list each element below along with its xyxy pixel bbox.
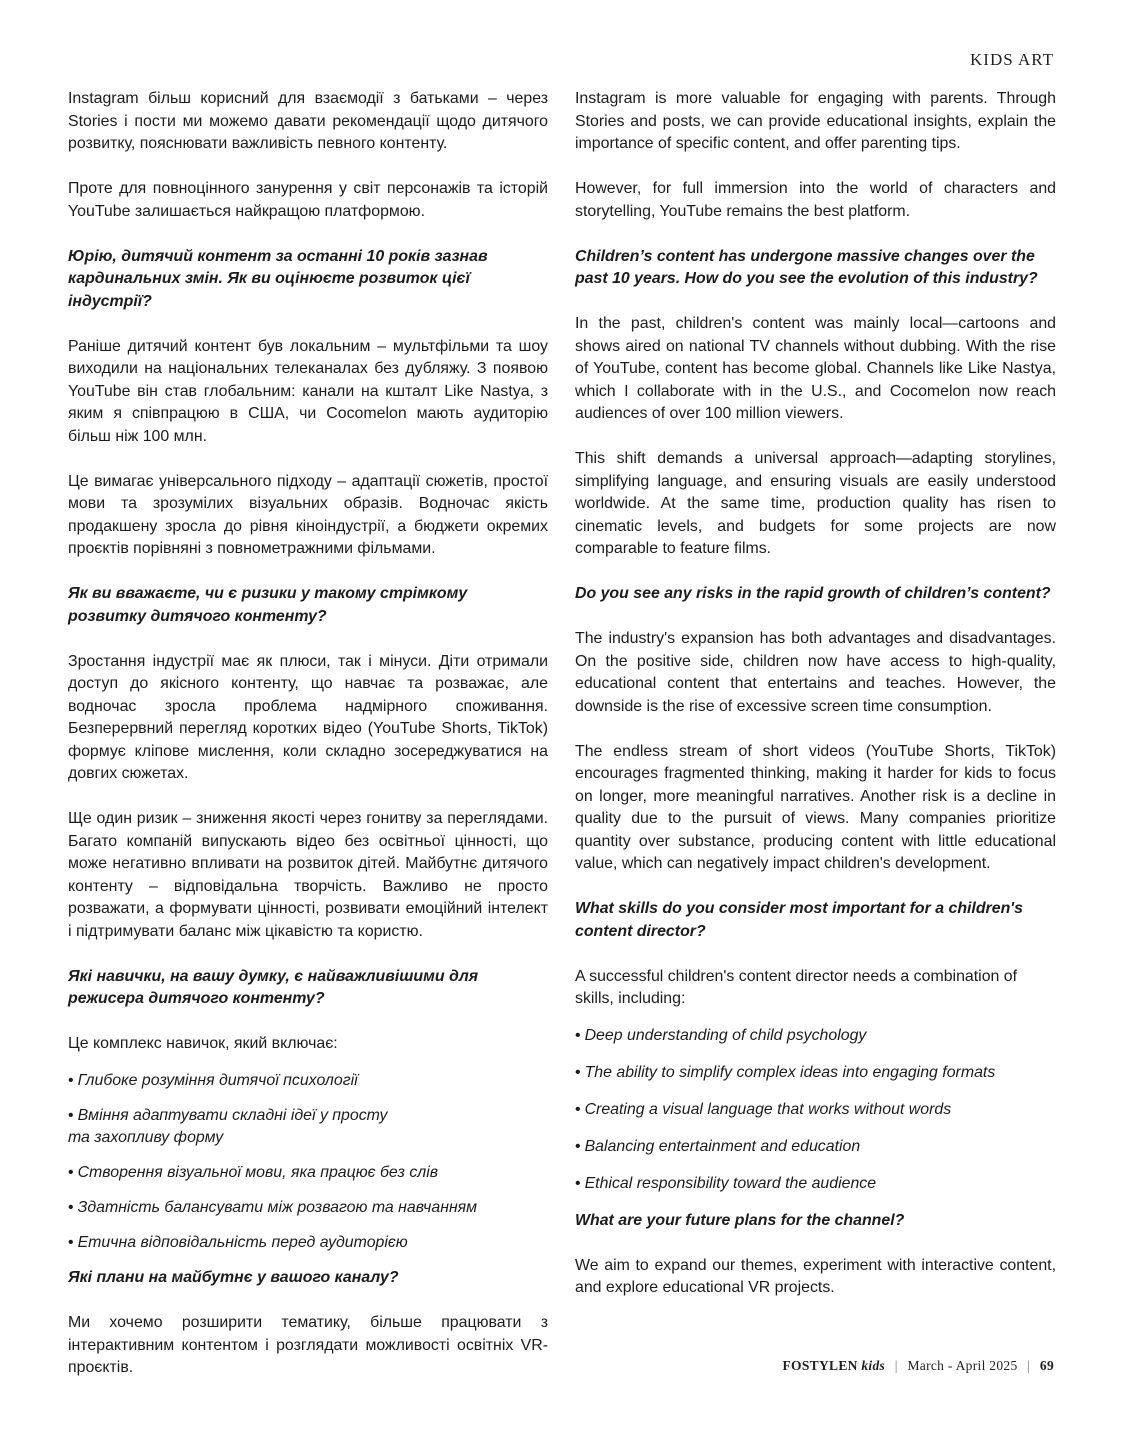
page-number: 69 [1039, 1358, 1054, 1373]
question-heading: Юрію, дитячий контент за останні 10 років зазнав кардинальних змін. Як ви оцінюєте розвиток цієї індустрії? [68, 247, 488, 310]
list-item: • The ability to simplify complex ideas into engaging formats [575, 1062, 1056, 1085]
paragraph: In the past, children's content was mainly local—cartoons and shows aired on national TV channels without dubbing. With the rise of YouTube, content has become global. Channels like Like Nastya, which I collaborate with in the U.S., and Cocomelon now reach audiences of over 100 million viewers. [575, 315, 1056, 422]
question-heading: Do you see any risks in the rapid growth of children’s content? [575, 585, 1051, 602]
list-item: • Етична відповідальність перед аудиторією [68, 1232, 548, 1255]
list-item: • Ethical responsibility toward the audience [575, 1173, 1056, 1196]
paragraph: A successful children's content director needs a combination of skills, including: [575, 967, 1018, 1007]
skills-list [68, 1070, 548, 1255]
paragraph: However, for full immersion into the world of characters and storytelling, YouTube remains the best platform. [575, 180, 1056, 220]
question-heading: What are your future plans for the channel? [575, 1211, 905, 1229]
issue-date: March - April 2025 [907, 1358, 1018, 1373]
question-heading: What skills do you consider most important for a children's content director? [575, 900, 1023, 940]
paragraph: This shift demands a universal approach—adapting storylines, simplifying language, and ensuring visuals are easily understood worldwide. At the same time, production quality has risen to cinematic levels, and budgets for some projects are now comparable to feature films. [575, 450, 1056, 557]
question-heading: Які навички, на вашу думку, є найважливішими для режисера дитячого контенту? [68, 967, 479, 1007]
section-label: KIDS ART [970, 50, 1054, 69]
paragraph: Раніше дитячий контент був локальним – мультфільми та шоу виходили на національних телеканалах без дубляжу. З появою YouTube він став глобальним: канали на кшталт Like Nastya, з яким я співпрацюю в США, чи Cocomelon мають аудиторію більш ніж 100 млн. [68, 337, 548, 445]
list-item: • Вміння адаптувати складні ідеї у просту та захопливу форму [68, 1105, 408, 1150]
paragraph: Зростання індустрії має як плюси, так і мінуси. Діти отримали доступ до якісного контенту, що навчає та розважає, але водночас зросла проблема надмірного споживання. Безперервний перегляд коротких відео (YouTube Shorts, TikTok) формує кліпове мислення, коли складно зосереджуватися на довгих сюжетах. [68, 652, 548, 782]
paragraph: Це вимагає універсального підходу – адаптації сюжетів, простої мови та зрозумілих візуальних образів. Водночас якість продакшену зросла до рівня кіноіндустрії, а бюджети окремих проєктів порівняні з повнометражними фільмами. [68, 472, 548, 557]
divider: | [1027, 1358, 1031, 1373]
paragraph: Instagram is more valuable for engaging with parents. Through Stories and posts, we can provide educational insights, explain the importance of specific content, and offer parenting tips. [575, 90, 1056, 152]
paragraph: Проте для повноцінного занурення у світ персонажів та історій YouTube залишається найкращою платформою. [68, 180, 548, 220]
magazine-name: FOSTYLEN [782, 1358, 858, 1373]
paragraph: Instagram більш корисний для взаємодії з батьками – через Stories і пости ми можемо давати рекомендації щодо дитячого розвитку, пояснювати важливість певного контенту. [68, 90, 548, 152]
paragraph: Ще один ризик – зниження якості через гонитву за переглядами. Багато компаній випускають відео без освітньої цінності, що може негативно впливати на розвиток дітей. Майбутнє дитячого контенту – відповідальна творчість. Важливо не просто розважати, а формувати цінності, розвивати емоційний інтелект і підтримувати баланс між цікавістю та користю. [68, 810, 548, 940]
page-footer [783, 1358, 1054, 1374]
paragraph: The industry's expansion has both advantages and disadvantages. On the positive side, children now have access to high-quality, educational content that entertains and teaches. However, the downside is the rise of excessive screen time consumption. [575, 630, 1056, 715]
paragraph: We aim to expand our themes, experiment with interactive content, and explore educational VR projects. [575, 1256, 1056, 1296]
paragraph: Ми хочемо розширити тематику, більше працювати з інтерактивним контентом і розглядати можливості освітніх VR-проєктів. [68, 1314, 548, 1376]
question-heading: Які плани на майбутнє у вашого каналу? [68, 1269, 399, 1286]
skills-list [575, 1025, 1056, 1196]
list-item: • Створення візуальної мови, яка працює без слів [68, 1162, 548, 1185]
magazine-edition: kids [861, 1358, 886, 1373]
list-item: • Creating a visual language that works without words [575, 1099, 1056, 1122]
paragraph: The endless stream of short videos (YouTube Shorts, TikTok) encourages fragmented thinking, making it harder for kids to focus on longer, more meaningful narratives. Another risk is a decline in quality due to the pursuit of views. Many companies prioritize quantity over substance, producing content with little educational value, which can negatively impact children's development. [575, 742, 1056, 872]
column-english [575, 88, 1056, 1322]
paragraph: Це комплекс навичок, який включає: [68, 1035, 338, 1052]
column-ukrainian [68, 88, 548, 1402]
divider: | [894, 1358, 898, 1373]
list-item: • Глибоке розуміння дитячої психології [68, 1070, 548, 1093]
list-item: • Balancing entertainment and education [575, 1136, 1056, 1159]
question-heading: Children’s content has undergone massive changes over the past 10 years. How do you see the evolution of this industry? [575, 247, 1038, 287]
question-heading: Як ви вважаєте, чи є ризики у такому стрімкому розвитку дитячого контенту? [68, 585, 468, 625]
list-item: • Deep understanding of child psychology [575, 1025, 1056, 1048]
list-item: • Здатність балансувати між розвагою та навчанням [68, 1197, 548, 1220]
